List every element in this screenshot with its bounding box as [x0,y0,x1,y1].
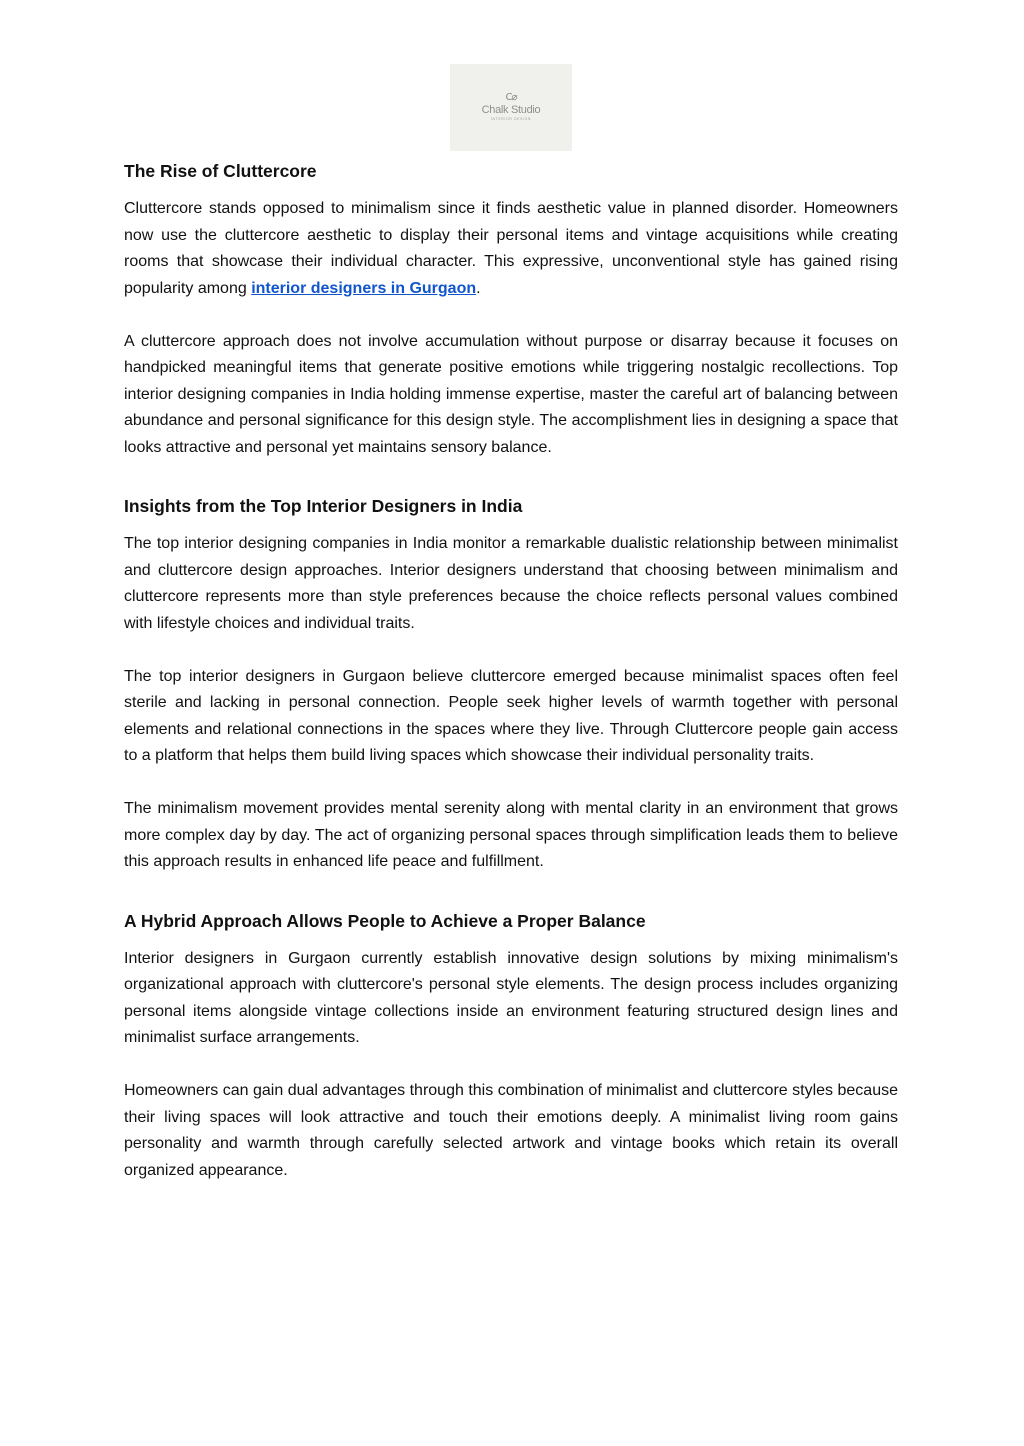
section-title-rise-of-cluttercore: The Rise of Cluttercore [124,161,317,181]
article-body [124,158,898,1184]
paragraph: The top interior designing companies in India monitor a remarkable dualistic relationship between minimalist and cluttercore design approaches. Interior designers understand that choosing between minimalism and cluttercore represents more than style preferences because the choice reflects personal values combined with lifestyle choices and individual traits. [124,535,898,632]
paragraph [124,196,898,302]
section-title-hybrid-approach: A Hybrid Approach Allows People to Achieve a Proper Balance [124,910,646,931]
logo-name: Chalk Studio [481,104,541,116]
paragraph: The minimalism movement provides mental serenity along with mental clarity in an environment that grows more complex day by day. The act of organizing personal spaces through simplification leads them to believe this approach results in enhanced life peace and fulfillment. [124,800,898,870]
section-title-insights: Insights from the Top Interior Designers in India [124,496,523,516]
paragraph-text: Cluttercore stands opposed to minimalism since it finds aesthetic value in planned disorder. Homeowners now use the cluttercore aesthetic to display their personal items and vintage acquisitions while creating rooms that showcase their individual character. This expressive, unconventional style has gained rising popularity among [124,200,898,297]
paragraph-text: . [476,279,481,297]
interior-designers-gurgaon-link[interactable]: interior designers in Gurgaon [251,279,477,297]
paragraph: A cluttercore approach does not involve accumulation without purpose or disarray because it focuses on handpicked meaningful items that generate positive emotions while triggering nostalgic recollections. Top interior designing companies in India holding immense expertise, master the careful art of balancing between abundance and personal significance for this design style. The accomplishment lies in designing a space that looks attractive and personal yet maintains sensory balance. [124,332,898,456]
logo-tagline: INTERIOR DESIGN [490,117,532,121]
paragraph: Homeowners can gain dual advantages through this combination of minimalist and cluttercore styles because their living spaces will look attractive and touch their emotions deeply. A minimalist living room gains personality and warmth through carefully selected artwork and vintage books which retain its overall organized appearance. [124,1082,898,1179]
paragraph: Interior designers in Gurgaon currently establish innovative design solutions by mixing minimalism's organizational approach with cluttercore's personal style elements. The design process includes organizing personal items alongside vintage collections inside an environment featuring structured design lines and minimalist surface arrangements. [124,949,898,1046]
paragraph: The top interior designers in Gurgaon believe cluttercore emerged because minimalist spaces often feel sterile and lacking in personal connection. People seek higher levels of warmth together with personal elements and relational connections in the spaces where they live. Through Cluttercore people gain access to a platform that helps them build living spaces which showcase their individual personality traits. [124,667,898,764]
logo-mark-icon: C⌀ [505,92,517,103]
chalk-studio-logo [450,64,572,151]
